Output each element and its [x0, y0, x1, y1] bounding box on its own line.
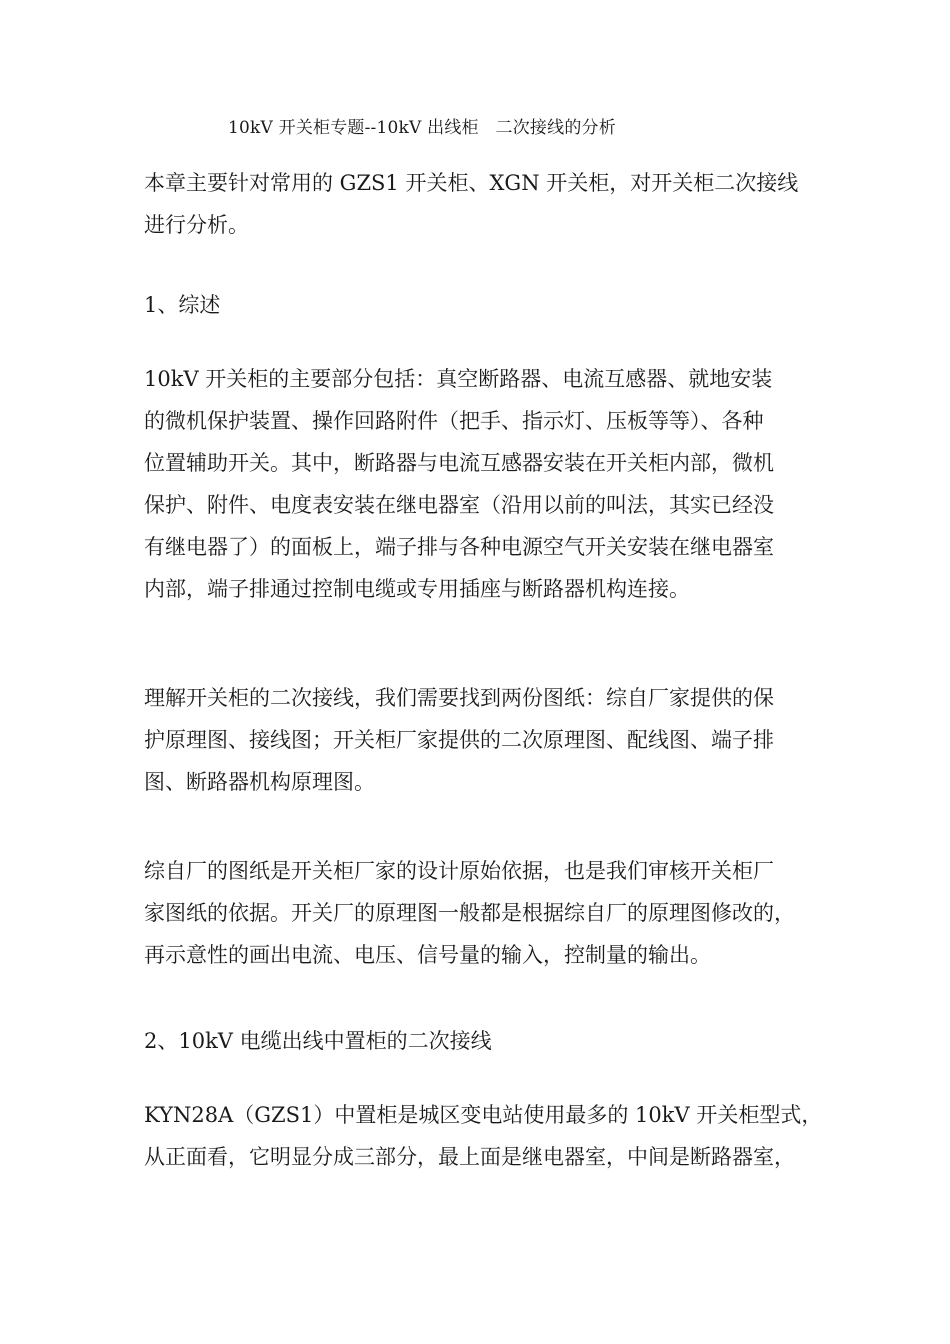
- paragraph-line: 图、断路器机构原理图。: [144, 770, 375, 794]
- paragraph-line: 内部，端子排通过控制电缆或专用插座与断路器机构连接。: [144, 577, 690, 601]
- paragraph-line: 综自厂的图纸是开关柜厂家的设计原始依据，也是我们审核开关柜厂: [144, 859, 774, 883]
- section-1-paragraph-1: [144, 358, 824, 610]
- section-1-heading: 1、综述: [144, 293, 221, 317]
- section-2-heading: 2、10kV 电缆出线中置柜的二次接线: [144, 1029, 492, 1053]
- section-1-paragraph-2: [144, 677, 824, 803]
- paragraph-line: 家图纸的依据。开关厂的原理图一般都是根据综自厂的原理图修改的，: [144, 901, 795, 925]
- paragraph-line: 保护、附件、电度表安装在继电器室（沿用以前的叫法，其实已经没: [144, 493, 774, 517]
- intro-line-1: 本章主要针对常用的 GZS1 开关柜、XGN 开关柜，对开关柜二次接线: [144, 171, 799, 195]
- paragraph-line: 再示意性的画出电流、电压、信号量的输入，控制量的输出。: [144, 943, 711, 967]
- paragraph-line: 位置辅助开关。其中，断路器与电流互感器安装在开关柜内部，微机: [144, 451, 774, 475]
- paragraph-line: 的微机保护装置、操作回路附件（把手、指示灯、压板等等）、各种: [144, 409, 764, 433]
- intro-paragraph: [144, 162, 824, 246]
- section-2-paragraph-1: [144, 1094, 824, 1178]
- paragraph-line: 从正面看，它明显分成三部分，最上面是继电器室，中间是断路器室，: [144, 1145, 795, 1169]
- document-title: 10kV 开关柜专题--10kV 出线柜 二次接线的分析: [228, 118, 616, 138]
- paragraph-line: KYN28A（GZS1）中置柜是城区变电站使用最多的 10kV 开关柜型式，: [144, 1103, 823, 1127]
- section-1-paragraph-3: [144, 850, 824, 976]
- paragraph-line: 10kV 开关柜的主要部分包括：真空断路器、电流互感器、就地安装: [144, 367, 773, 391]
- paragraph-line: 有继电器了）的面板上，端子排与各种电源空气开关安装在继电器室: [144, 535, 774, 559]
- paragraph-line: 护原理图、接线图；开关柜厂家提供的二次原理图、配线图、端子排: [144, 728, 774, 752]
- intro-line-2: 进行分析。: [144, 213, 249, 237]
- paragraph-line: 理解开关柜的二次接线，我们需要找到两份图纸：综自厂家提供的保: [144, 686, 774, 710]
